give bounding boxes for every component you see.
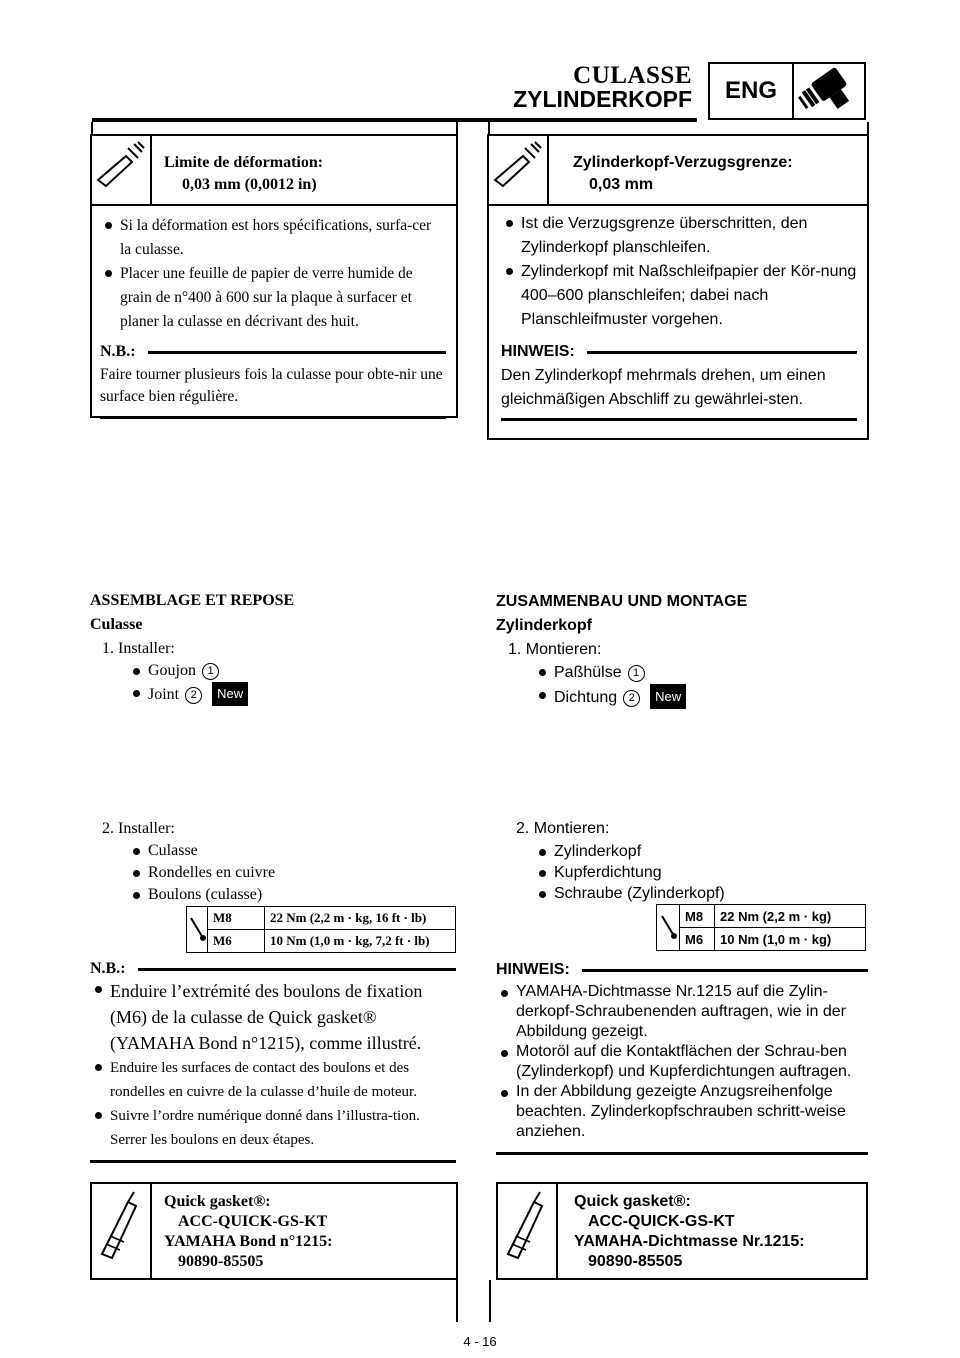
list-item: Kupferdichtung [534,862,866,883]
sealant-tube-icon [498,1184,558,1278]
page-number: 4 - 16 [463,1334,497,1349]
table-cell: M8 [680,905,715,928]
list-item [128,660,460,682]
spec-row [489,136,867,206]
list-item: Culasse [128,840,460,862]
table-cell: 10 Nm (1,0 m · kg) [715,928,866,951]
sealant-box [496,1182,868,1280]
note-label: HINWEIS: [501,343,575,360]
warpage-limit-box [487,134,869,440]
callout-number: 2 [623,690,640,707]
table-cell: 10 Nm (1,0 m · kg, 7,2 ft · lb) [265,930,456,953]
instruction-list [501,212,857,421]
section-label: ENG [710,64,794,118]
right-note [496,960,868,1155]
table-cell: M6 [208,930,265,953]
section-subheading: Zylinderkopf [496,617,593,634]
torque-wrench-icon [657,905,680,951]
list-item: Boulons (culasse) [128,884,460,906]
sealant-name: Quick gasket®: [574,1193,691,1210]
spec-title: Limite de déformation: [164,154,324,171]
note-end-rule [90,1160,456,1163]
sealant-tube-icon [92,1184,152,1278]
table-cell: 22 Nm (2,2 m · kg, 16 ft · lb) [265,907,456,930]
sealant-name: Quick gasket®: [164,1193,271,1210]
list-item: Zylinderkopf mit Naßschleifpapier der Kör-nung 400–600 planschleifen; dabei nach Planschleifmuster vorgehen. [501,260,857,332]
header-title-fr: CULASSE [573,62,692,89]
spec-title: Zylinderkopf-Verzugsgrenze: [573,154,793,171]
list-item [534,661,866,684]
header-rule [92,118,697,122]
item-text: Joint [148,686,180,703]
step-1: 1. Installer: [102,640,175,657]
section-subheading: Culasse [90,616,143,633]
rule [489,1280,491,1322]
table-row [187,907,456,930]
list-item: In der Abbildung gezeigte Anzugsreihenfolge beachten. Zylinderkopfschrauben schritt-weise anziehen. [496,1082,868,1142]
sealant-code: ACC-QUICK-GS-KT [178,1213,328,1230]
callout-number: 2 [185,687,202,704]
section-heading: ASSEMBLAGE ET REPOSE [90,592,295,609]
left-assembly-section [90,590,460,706]
note-end-rule [100,416,446,419]
spec-value: 0,03 mm [589,176,654,193]
note-heading [90,960,456,978]
note-label: N.B.: [90,960,126,977]
table-row [187,930,456,953]
list-item: Zylinderkopf [534,841,866,862]
right-step-2 [496,818,866,904]
header-title-de: ZYLINDERKOPF [513,86,692,112]
list-item: Enduire l’extrémité des boulons de fixation (M6) de la culasse de Quick gasket® (YAMAHA Bond n°1215), comme illustré. [90,978,456,1056]
new-part-badge: New [650,684,686,709]
spec-row [92,136,456,206]
sealant-part-number: 90890-85505 [588,1253,683,1270]
table-row [657,905,866,928]
spec-value: 0,03 mm (0,0012 in) [182,176,317,193]
sealant-spec [164,1192,333,1272]
feeler-gauge-icon [92,136,152,204]
list-item: Suivre l’ordre numérique donné dans l’illustra-tion. Serrer les boulons en deux étapes. [90,1104,456,1152]
engine-piston-icon [796,66,864,116]
instruction-list [100,214,446,419]
sealant-code: ACC-QUICK-GS-KT [588,1213,735,1230]
sealant-box [90,1182,458,1280]
section-badge [708,62,866,120]
callout-number: 1 [628,665,645,682]
list-item [534,684,866,709]
deformation-limit-box [90,134,458,418]
note-end-rule [496,1152,868,1155]
sealant-name: YAMAHA Bond n°1215: [164,1233,333,1250]
list-item: Placer une feuille de papier de verre humide de grain de n°400 à 600 sur la plaque à surfacer et planer la culasse en décrivant des huit. [100,262,446,334]
sealant-spec [574,1192,805,1272]
note-label: N.B.: [100,343,136,360]
note-heading [501,340,857,364]
note-text: Den Zylinderkopf mehrmals drehen, um einen gleichmäßigen Abschliff zu gewährlei-sten. [501,367,826,408]
feeler-gauge-icon [489,136,549,204]
list-item: Si la déformation est hors spécifications, surfa-cer la culasse. [100,214,446,262]
table-cell: 22 Nm (2,2 m · kg) [715,905,866,928]
table-cell: M6 [680,928,715,951]
left-step-2 [90,818,460,906]
right-assembly-section [496,590,866,709]
table-row [657,928,866,951]
note-end-rule [501,418,857,421]
list-item: Schraube (Zylinderkopf) [534,883,866,904]
callout-number: 1 [202,663,219,680]
sealant-part-number: 90890-85505 [178,1253,264,1270]
item-text: Paßhülse [554,664,622,681]
step-1: 1. Montieren: [508,641,602,658]
sealant-name: YAMAHA-Dichtmasse Nr.1215: [574,1233,805,1250]
table-cell: M8 [208,907,265,930]
list-item: Ist die Verzugsgrenze überschritten, den Zylinderkopf planschleifen. [501,212,857,260]
list-item: Enduire les surfaces de contact des boulons et des rondelles en cuivre de la culasse d’huile de moteur. [90,1056,456,1104]
left-note [90,960,456,1163]
step-2: 2. Installer: [102,820,175,837]
torque-table [186,906,456,953]
list-item: Motoröl auf die Kontaktflächen der Schrau-ben (Zylinderkopf) und Kupferdichtungen auftragen. [496,1042,868,1082]
rule [456,1280,458,1322]
section-heading: ZUSAMMENBAU UND MONTAGE [496,593,748,610]
step-2: 2. Montieren: [516,820,610,837]
item-text: Goujon [148,662,196,679]
item-text: Dichtung [554,689,618,706]
torque-wrench-icon [187,907,208,953]
note-label: HINWEIS: [496,961,570,978]
note-heading [100,340,446,364]
list-item: Rondelles en cuivre [128,862,460,884]
list-item [128,682,460,706]
torque-table [656,904,866,951]
note-text: Faire tourner plusieurs fois la culasse pour obte-nir une surface bien régulière. [100,366,443,405]
list-item: YAMAHA-Dichtmasse Nr.1215 auf die Zylin-derkopf-Schraubenenden auftragen, wie in der Abbildung gezeigt. [496,982,868,1042]
new-part-badge: New [212,682,248,706]
note-heading [496,960,868,980]
